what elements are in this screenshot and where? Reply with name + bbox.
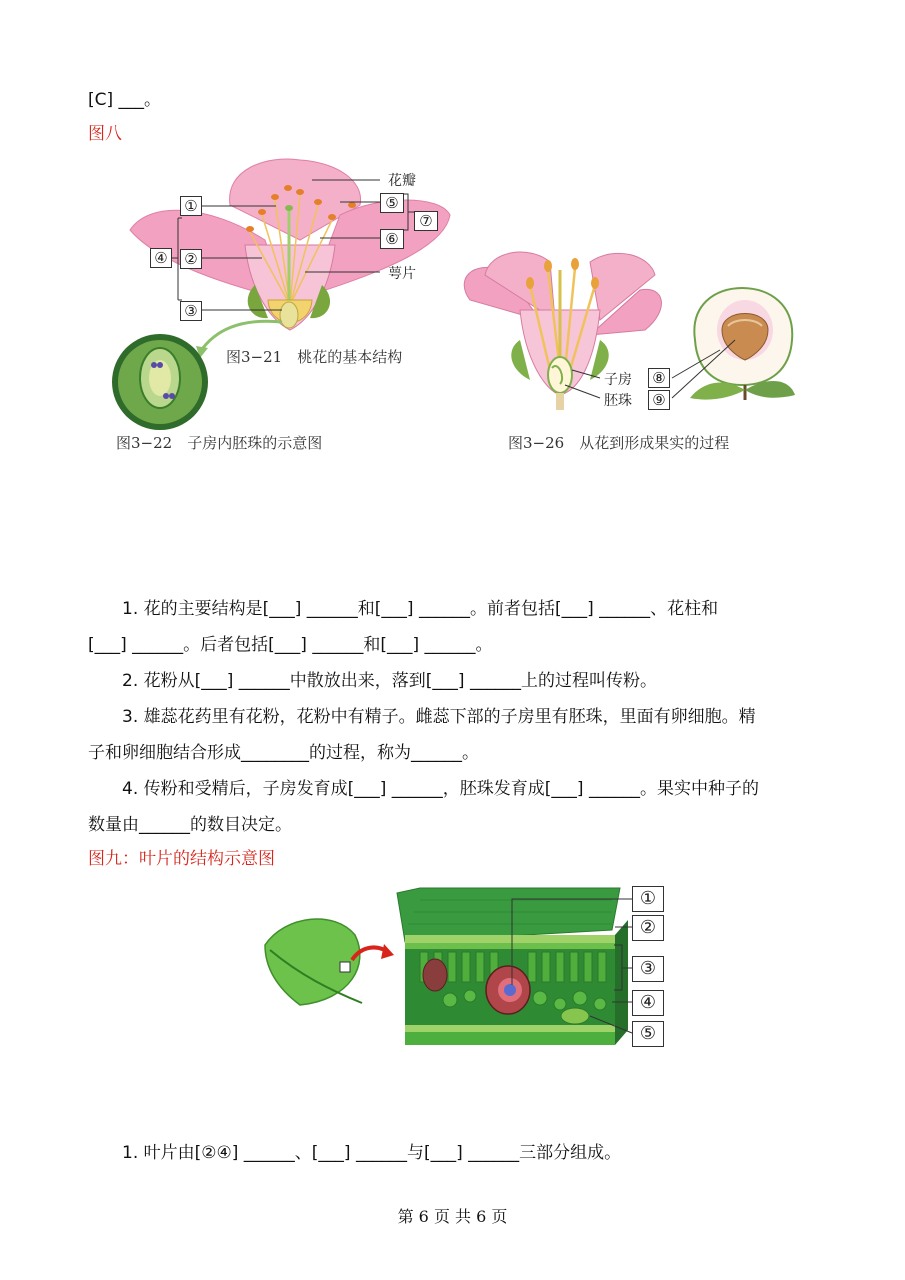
label-box-1: ①	[180, 196, 202, 216]
label-box-7: ⑦	[414, 211, 438, 231]
caption-fig-3-22: 图3−22 子房内胚珠的示意图	[116, 434, 323, 452]
caption-fig-3-21: 图3−21 桃花的基本结构	[226, 348, 403, 366]
leaf-question-1: 1. 叶片由[②④] ______、[___] ______与[___] ______三部分组成。	[122, 1143, 622, 1163]
answer-line-c: [C] ___。	[88, 90, 162, 110]
question-4-line1: 4. 传粉和受精后，子房发育成[___] ______，胚珠发育成[___] ______。果实中种子的	[122, 779, 759, 799]
question-3-line1: 3. 雄蕊花药里有花粉，花粉中有精子。雌蕊下部的子房里有胚珠，里面有卵细胞。精	[122, 707, 756, 727]
label-box-3: ③	[180, 301, 202, 321]
caption-fig-3-26: 图3−26 从花到形成果实的过程	[508, 434, 730, 452]
leaf-label-box-4: ④	[632, 990, 664, 1016]
sepal-label: 萼片	[388, 266, 416, 282]
ovary-label: 子房	[604, 372, 632, 388]
figure8-heading: 图八	[88, 124, 122, 144]
label-box-6: ⑥	[380, 229, 404, 249]
question-1-line1: 1. 花的主要结构是[___] ______和[___] ______。前者包括[___] ______、花柱和	[122, 599, 719, 619]
question-4-line2: 数量由______的数目决定。	[88, 815, 292, 835]
page-footer: 第 6 页 共 6 页	[397, 1207, 508, 1226]
label-box-5: ⑤	[380, 193, 404, 213]
figure9-heading: 图九：叶片的结构示意图	[88, 849, 275, 869]
label-box-8: ⑧	[648, 368, 670, 388]
leaf-label-box-5: ⑤	[632, 1021, 664, 1047]
label-box-2: ②	[180, 249, 202, 269]
petal-label: 花瓣	[388, 173, 416, 189]
leaf-label-box-1: ①	[632, 886, 664, 912]
question-3-line2: 子和卵细胞结合形成________的过程，称为______。	[88, 743, 479, 763]
label-box-9: ⑨	[648, 390, 670, 410]
ovule-label: 胚珠	[604, 393, 632, 409]
leaf-label-box-2: ②	[632, 915, 664, 941]
question-1-line2: [___] ______。后者包括[___] ______和[___] ______。	[88, 635, 493, 655]
label-box-4: ④	[150, 248, 172, 268]
leaf-label-box-3: ③	[632, 956, 664, 982]
question-2: 2. 花粉从[___] ______中散放出来，落到[___] ______上的过程叫传粉。	[122, 671, 657, 691]
